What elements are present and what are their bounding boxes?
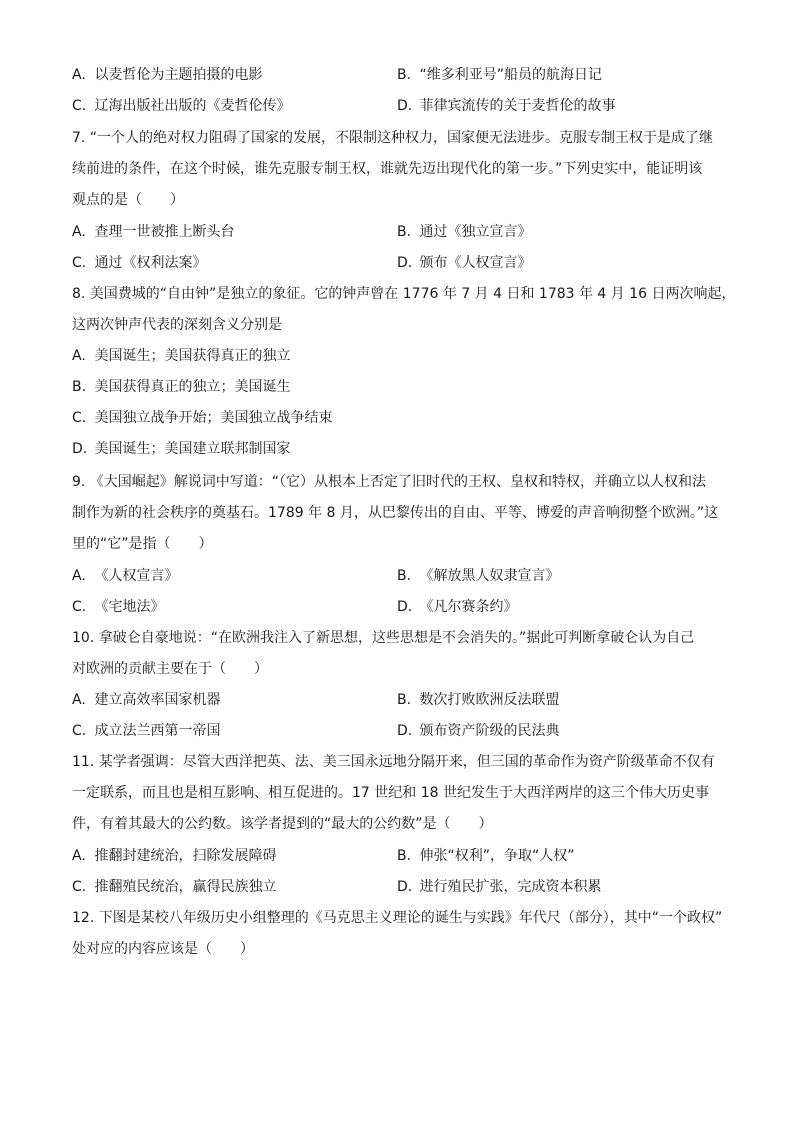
option-c[interactable]: C. 推翻殖民统治，赢得民族独立 xyxy=(72,879,277,895)
question-9-stem: 9. 《大国崛起》解说词中写道：“（它）从根本上否定了旧时代的王权、皇权和特权，并确立以人权和法 制作为新的社会秩序的奠基石。1789 年 8 月，从巴黎传出的自由、平等、博爱的声音响彻整个欧洲。”这 里的“它”是指（ ） xyxy=(72,474,719,552)
question-9-options xyxy=(72,561,732,623)
option-c[interactable]: C. 通过《权利法案》 xyxy=(72,255,207,271)
question-8-stem: 8. 美国费城的“自由钟”是独立的象征。它的钟声曾在 1776 年 7 月 4 日和 1783 年 4 月 16 日两次响起， 这两次钟声代表的深刻含义分别是 xyxy=(72,286,736,333)
option-row xyxy=(72,60,732,91)
option-d[interactable]: D. 颁布资产阶级的民法典 xyxy=(397,723,560,739)
question-10-options xyxy=(72,685,732,747)
question-11-options xyxy=(72,841,732,903)
prev-question-options xyxy=(72,60,732,122)
option-row xyxy=(72,403,732,434)
option-row xyxy=(72,841,732,872)
option-c[interactable]: C. 美国独立战争开始；美国独立战争结束 xyxy=(72,410,333,426)
option-row xyxy=(72,341,732,372)
question-12-stem: 12. 下图是某校八年级历史小组整理的《马克思主义理论的诞生与实践》年代尺（部分），其中“一个政权” 处对应的内容应该是（ ） xyxy=(72,910,723,957)
option-a[interactable]: A. 建立高效率国家机器 xyxy=(72,692,221,708)
option-row xyxy=(72,217,732,248)
option-row xyxy=(72,372,732,403)
option-b[interactable]: B. 伸张“权利”，争取“人权” xyxy=(397,848,575,864)
option-c[interactable]: C. 成立法兰西第一帝国 xyxy=(72,723,221,739)
option-b[interactable]: B. 数次打败欧洲反法联盟 xyxy=(397,692,560,708)
option-b[interactable]: B. “维多利亚号”船员的航海日记 xyxy=(397,67,602,83)
option-c[interactable]: C. 《宅地法》 xyxy=(72,599,165,615)
option-row xyxy=(72,561,732,592)
option-d[interactable]: D. 《凡尔赛条约》 xyxy=(397,599,518,615)
question-8-options xyxy=(72,341,732,465)
question-7-options xyxy=(72,217,732,279)
option-row xyxy=(72,91,732,122)
option-b[interactable]: B. 美国获得真正的独立；美国诞生 xyxy=(72,379,291,395)
option-row xyxy=(72,434,732,465)
option-d[interactable]: D. 进行殖民扩张，完成资本积累 xyxy=(397,879,602,895)
option-a[interactable]: A. 以麦哲伦为主题拍摄的电影 xyxy=(72,67,263,83)
option-row xyxy=(72,685,732,716)
option-a[interactable]: A. 推翻封建统治，扫除发展障碍 xyxy=(72,848,277,864)
option-c[interactable]: C. 辽海出版社出版的《麦哲伦传》 xyxy=(72,98,291,114)
question-7-stem: 7. “一个人的绝对权力阻碍了国家的发展，不限制这种权力，国家便无法进步。克服专制王权于是成了继 续前进的条件，在这个时候，谁先克服专制王权，谁就先迈出现代化的第一步。”下列史实中，能证明该 观点的是（ ） xyxy=(72,130,714,208)
option-d[interactable]: D. 菲律宾流传的关于麦哲伦的故事 xyxy=(397,98,616,114)
question-11-stem: 11. 某学者强调：尽管大西洋把英、法、美三国永远地分隔开来，但三国的革命作为资产阶级革命不仅有 一定联系，而且也是相互影响、相互促进的。17 世纪和 18 世纪发生于大西洋两岸的这三个伟大历史事 件，有着其最大的公约数。该学者提到的“最大的公约数”是（ ） xyxy=(72,754,715,832)
option-b[interactable]: B. 通过《独立宣言》 xyxy=(397,224,532,240)
option-a[interactable]: A. 《人权宣言》 xyxy=(72,568,179,584)
option-b[interactable]: B. 《解放黑人奴隶宣言》 xyxy=(397,568,560,584)
option-a[interactable]: A. 美国诞生；美国获得真正的独立 xyxy=(72,348,291,364)
option-row xyxy=(72,716,732,747)
option-row xyxy=(72,592,732,623)
option-a[interactable]: A. 查理一世被推上断头台 xyxy=(72,224,235,240)
question-10-stem: 10. 拿破仑自豪地说：“在欧洲我注入了新思想，这些思想是不会消失的。”据此可判断拿破仑认为自己 对欧洲的贡献主要在于（ ） xyxy=(72,630,695,677)
option-row xyxy=(72,872,732,903)
option-row xyxy=(72,248,732,279)
option-d[interactable]: D. 颁布《人权宣言》 xyxy=(397,255,532,271)
option-d[interactable]: D. 美国诞生；美国建立联邦制国家 xyxy=(72,441,291,457)
